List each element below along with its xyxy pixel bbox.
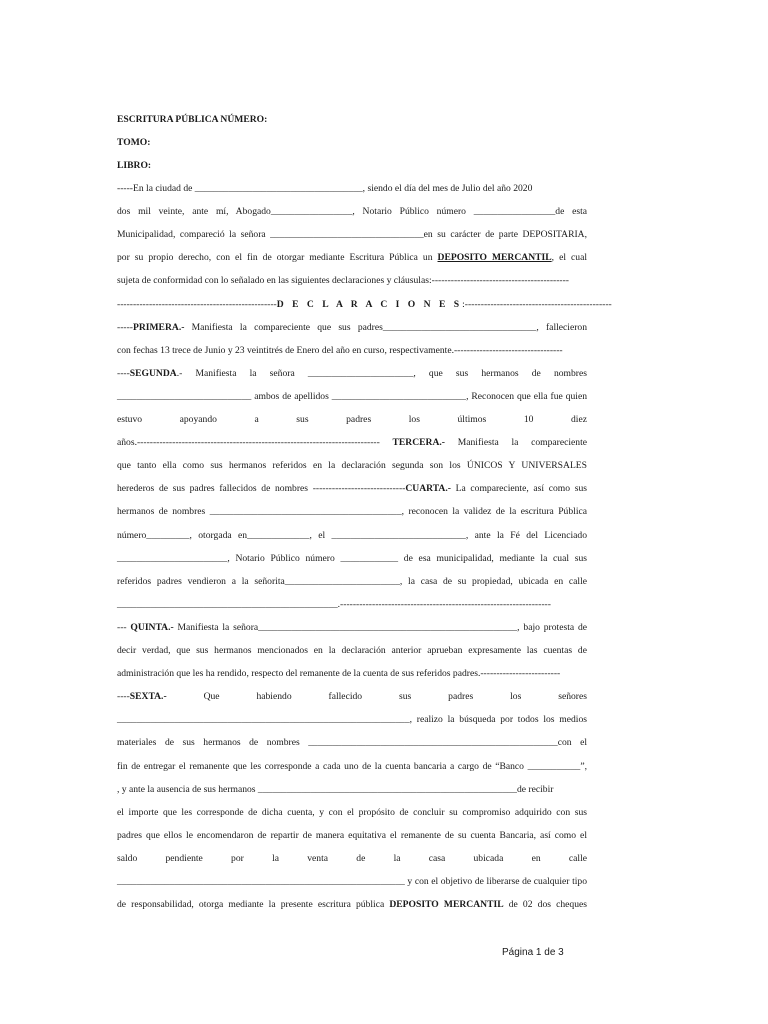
document-line: -----PRIMERA.- Manifiesta la compareciente que sus padres________________________________, fallecieron bbox=[117, 321, 587, 333]
document-line: Municipalidad, compareció la señora ________________________________en su carácter de parte DEPOSITARIA, bbox=[117, 229, 587, 241]
libro-label: LIBRO: bbox=[117, 160, 152, 171]
document-line: estuvo apoyando a sus padres los últimos 10 diez bbox=[117, 414, 587, 425]
document-title: ESCRITURA PÚBLICA NÚMERO: bbox=[117, 114, 268, 125]
page-number: Página 1 de 3 bbox=[502, 947, 564, 958]
document-line: materiales de sus hermanos de nombres ____________________________________________________con el bbox=[117, 737, 587, 749]
document-line: el importe que les corresponde de dicha cuenta, y con el propósito de concluir su compromiso adquirido con sus bbox=[117, 806, 587, 818]
document-line: _____________________________________________________________, realizo la búsqueda por todos los medios bbox=[117, 714, 587, 726]
document-line: referidos padres vendieron a la señorita________________________, la casa de su propiedad, ubicada en calle bbox=[117, 575, 587, 587]
document-line: sujeta de conformidad con lo señalado en las siguientes declaraciones y cláusulas:------------------------------------------- bbox=[117, 275, 569, 287]
document-line: dos mil veinte, ante mí, Abogado_________________, Notario Público número _________________de esta bbox=[117, 206, 587, 218]
document-line: --- QUINTA.- Manifiesta la señora______________________________________________________, bajo protesta de bbox=[117, 621, 587, 633]
document-line: administración que les ha rendido, respecto del remanente de la cuenta de sus referidos padres.------------------------- bbox=[117, 668, 561, 680]
document-line: ____________________________ ambos de apellidos ____________________________, Reconocen que ella fue quien bbox=[117, 390, 587, 402]
document-line: de responsabilidad, otorga mediante la presente escritura pública DEPOSITO MERCANTIL de 02 dos cheques bbox=[117, 899, 588, 911]
document-line: que tanto ella como sus hermanos referidos en la declaración segunda son los ÚNICOS Y UNIVERSALES bbox=[117, 460, 587, 472]
document-line: número_________, otorgada en_____________, el ____________________________, ante la Fé del Licenciado bbox=[117, 529, 587, 541]
document-line: con fechas 13 trece de Junio y 23 veintitrés de Enero del año en curso, respectivamente.---------------------------------- bbox=[117, 344, 563, 356]
document-line: ----SEGUNDA.- Manifiesta la señora ______________________, que sus hermanos de nombres bbox=[117, 367, 587, 379]
document-line: padres que ellos le encomendaron de repartir de manera equitativa el remanente de su cuenta Bancaria, así como el bbox=[117, 829, 587, 841]
document-line: fin de entregar el remanente que les corresponde a cada uno de la cuenta bancaria a cargo de “Banco ___________”, bbox=[117, 760, 587, 772]
tomo-label: TOMO: bbox=[117, 137, 151, 148]
document-line: ______________________________________________.------------------------------------------------------------------ bbox=[117, 598, 551, 610]
document-line: _______________________, Notario Público número ____________ de esa municipalidad, mediante la cual sus bbox=[117, 552, 587, 564]
document-line: , y ante la ausencia de sus hermanos ______________________________________________________de recibir bbox=[117, 783, 554, 795]
document-line: hermanos de nombres ________________________________________, reconocen la validez de la escritura Pública bbox=[117, 506, 587, 518]
document-line: ----SEXTA.- Que habiendo fallecido sus padres los señores bbox=[117, 691, 587, 703]
document-line: saldo pendiente por la venta de la casa ubicada en calle bbox=[117, 852, 587, 864]
document-line: -----En la ciudad de ___________________________________, siendo el día del mes de Julio del año 2020 bbox=[117, 183, 533, 194]
document-line: por su propio derecho, con el fin de otorgar mediante Escritura Pública un DEPOSITO MERCANTIL, el cual bbox=[117, 252, 587, 264]
document-line: --------------------------------------------------D E C L A R A C I O N E S:---------------------------------------------- bbox=[117, 298, 612, 310]
document-line: ____________________________________________________________ y con el objetivo de liberarse de cualquier tipo bbox=[117, 876, 587, 887]
document-line: años.---------------------------------------------------------------------------- TERCERA.- Manifiesta la compareciente bbox=[117, 437, 588, 449]
document-line: herederos de sus padres fallecidos de nombres -----------------------------CUARTA.- La compareciente, así como sus bbox=[117, 483, 587, 495]
document-line: decir verdad, que sus hermanos mencionados en la declaración anterior aprueban expresamente las cuentas de bbox=[117, 645, 587, 656]
